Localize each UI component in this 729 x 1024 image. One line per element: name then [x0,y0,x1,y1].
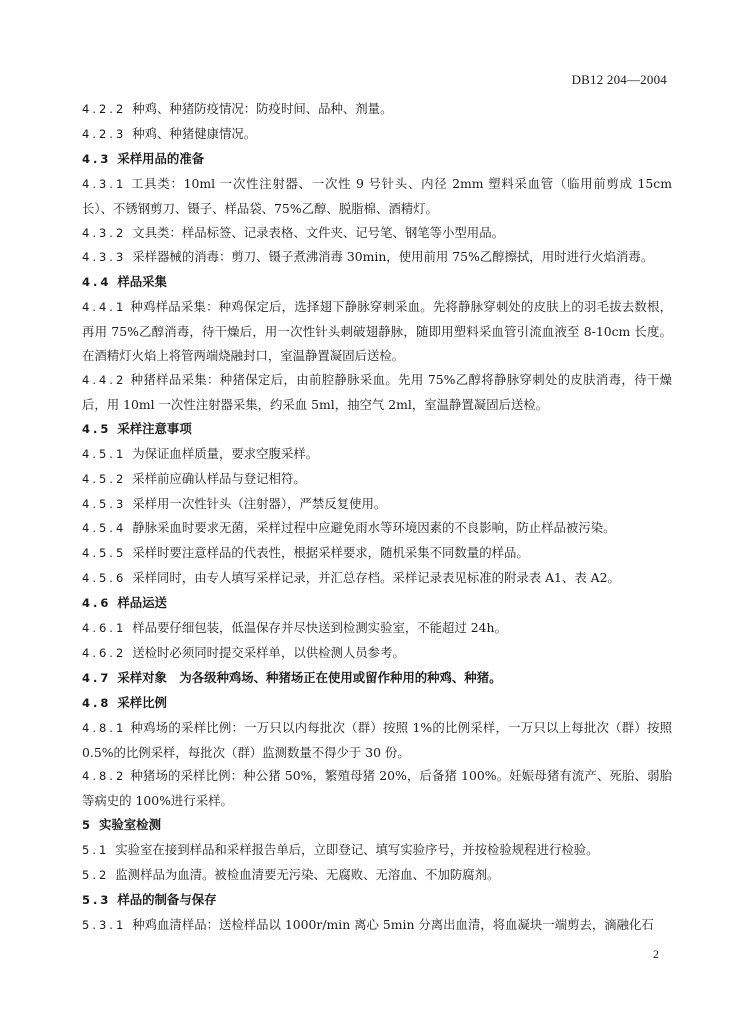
clause-number: 4.4 [82,275,112,290]
clause-text: 采样对象 为各级种鸡场、种猪场正在使用或留作种用的种鸡、种猪。 [117,669,502,685]
section-heading [82,417,672,442]
clause-number: 4.4.1 [82,300,127,315]
clause-text: 样品运送 [117,595,167,611]
clause-paragraph [82,641,672,666]
clause-number: 4.2.3 [82,126,127,141]
clause-number: 4.2.2 [82,102,127,116]
clause-number: 4.5.6 [82,571,127,586]
clause-number: 5.2 [82,868,110,883]
section-heading [82,813,672,838]
clause-number: 4.8 [82,695,112,710]
clause-number: 4.5.2 [82,471,127,486]
clause-text: 静脉采血时要求无菌，采样过程中应避免雨水等环境因素的不良影响，防止样品被污染。 [132,520,616,536]
clause-number: 4.3.2 [82,225,127,240]
clause-paragraph [82,566,672,591]
clause-text: 种鸡血清样品：送检样品以 1000r/min 离心 5min 分离出血清，将血凝块一端剪去，滴融化石 [132,916,654,932]
clause-paragraph [82,541,672,566]
clause-paragraph [82,172,672,221]
clause-paragraph [82,295,672,368]
section-heading [82,147,672,172]
clause-paragraph [82,368,672,417]
clause-text: 送检时必须同时提交采样单，以供检测人员参考。 [132,644,405,660]
clause-paragraph [82,467,672,492]
section-heading [82,270,672,295]
clause-text: 种鸡场的采样比例：一万只以内每批次（群）按照 1%的比例采样，一万只以上每批次（群）按照 0.5%的比例采样，每批次（群）监测数量不得少于 30 份。 [82,719,672,760]
clause-number: 4.5 [82,421,112,436]
clause-paragraph [82,838,672,863]
section-heading [82,888,672,913]
clause-number: 4.5.3 [82,496,127,511]
clause-paragraph [82,442,672,467]
clause-number: 4.7 [82,670,112,685]
clause-number: 4.5.4 [82,521,127,536]
clause-text: 采样注意事项 [117,420,192,436]
clause-number: 4.3.1 [82,176,127,191]
section-heading [82,666,672,691]
clause-paragraph [82,863,672,888]
clause-text: 采样用一次性针头（注射器），严禁反复使用。 [132,495,387,511]
clause-paragraph [82,716,672,765]
clause-paragraph [82,492,672,517]
clause-text: 采样时要注意样品的代表性，根据采样要求，随机采集不同数量的样品。 [132,545,529,561]
clause-number: 4.6.1 [82,621,127,636]
page-number: 2 [653,947,659,961]
clause-text: 种鸡、种猪防疫情况：防疫时间、品种、剂量。 [132,101,393,116]
clause-paragraph [82,764,672,813]
clause-number: 5.3 [82,893,112,907]
clause-text: 采样同时，由专人填写采样记录，并汇总存档。采样记录表见标准的附录表 A1、表 A2。 [132,570,620,586]
clause-text: 监测样品为血清。被检血清要无污染、无腐败、无溶血、不加防腐剂。 [115,867,500,883]
clause-number: 4.8.1 [82,720,127,735]
clause-number: 5.1 [82,843,110,858]
clause-text: 种鸡样品采集：种鸡保定后，选择翅下静脉穿刺采血。先将静脉穿刺处的皮肤上的羽毛拔去数根，再用 75%乙醇消毒，待干燥后，用一次性针头刺破翅静脉，随即用塑料采血管引流血液至 8-10cm 长度。在酒精灯火焰上将管两端烧融封口，室温静置凝固后送检。 [82,299,672,364]
section-heading [82,591,672,616]
page-header: DB12 204—2004 [571,72,667,87]
clause-number: 4.4.2 [82,372,127,387]
clause-number: 4.3.3 [82,250,127,265]
clause-text: 采样器械的消毒：剪刀、镊子煮沸消毒 30min，使用前用 75%乙醇擦拭，用时进行火焰消毒。 [132,249,654,265]
clause-text: 采样比例 [117,694,167,710]
clause-number: 4.8.2 [82,769,127,784]
clause-text: 采样前应确认样品与登记相符。 [132,470,306,486]
document-body [82,97,672,938]
clause-number: 5 [82,818,94,833]
clause-text: 文具类：样品标签、记录表格、文件夹、记号笔、钢笔等小型用品。 [132,224,504,240]
clause-text: 为保证血样质量，要求空腹采样。 [132,445,319,461]
clause-paragraph [82,516,672,541]
clause-text: 样品采集 [117,274,167,290]
clause-text: 种猪场的采样比例：种公猪 50%，繁殖母猪 20%，后备猪 100%。妊娠母猪有流产、死胎、弱胎等病史的 100%进行采样。 [82,768,672,809]
clause-text: 种猪样品采集：种猪保定后，由前腔静脉采血。先用 75%乙醇将静脉穿刺处的皮肤消毒，待干燥后，用 10ml 一次性注射器采集，约采血 5ml，抽空气 2ml，室温静置凝固后送检。 [82,371,672,412]
clause-text: 样品要仔细包装，低温保存并尽快送到检测实验室，不能超过 24h。 [132,620,507,636]
clause-paragraph [82,913,672,938]
clause-paragraph [82,122,672,147]
clause-text: 采样用品的准备 [117,150,205,166]
clause-text: 种鸡、种猪健康情况。 [132,125,257,141]
clause-number: 4.6.2 [82,645,127,660]
clause-text: 实验室在接到样品和采样报告单后，立即登记、填写实验序号，并按检验规程进行检验。 [115,842,599,858]
clause-text: 样品的制备与保存 [117,892,217,907]
clause-number: 5.3.1 [82,917,127,932]
clause-paragraph [82,97,672,122]
clause-paragraph [82,616,672,641]
clause-number: 4.5.1 [82,446,127,461]
clause-paragraph [82,245,672,270]
section-heading [82,691,672,716]
clause-number: 4.6 [82,596,112,611]
clause-text: 工具类：10ml 一次性注射器、一次性 9 号针头、内径 2mm 塑料采血管（临用前剪成 15cm 长）、不锈钢剪刀、镊子、样品袋、75%乙醇、脱脂棉、酒精灯。 [82,175,672,216]
clause-number: 4.3 [82,151,112,166]
clause-paragraph [82,221,672,246]
clause-text: 实验室检测 [99,817,161,833]
clause-number: 4.5.5 [82,546,127,561]
